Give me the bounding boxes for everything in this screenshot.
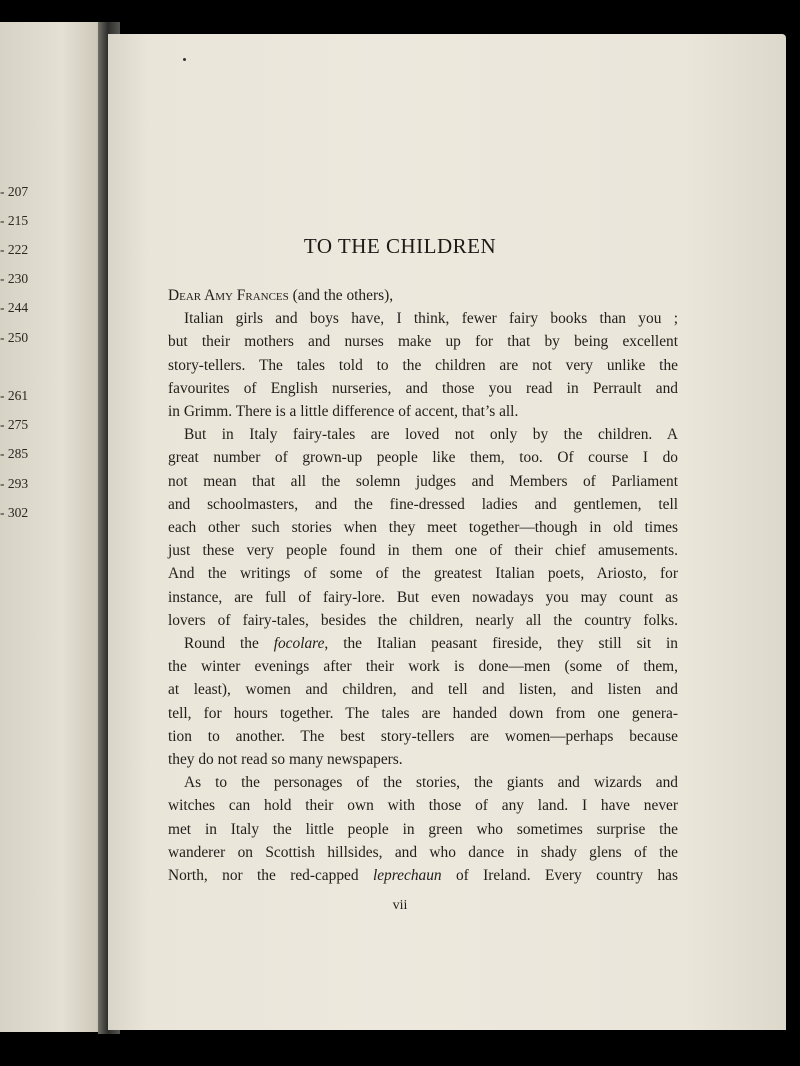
toc-page-number: - 207 [0,184,29,199]
text-line: but their mothers and nurses make up for that by being excellent [168,333,678,351]
salutation-name: Dear Amy Frances [168,287,289,304]
salutation-rest: (and the others), [288,287,394,304]
text-line: met in Italy the little people in green who sometimes surprise the [168,820,678,838]
toc-page-number: - 293 [0,476,29,491]
text-line: they do not read so many newspapers. [168,751,403,769]
text-line: at least), women and children, and tell and listen, and listen and [168,681,678,699]
text-line: great number of grown-up people like them, too. Of course I do [168,449,678,467]
toc-page-number: - 285 [0,446,29,461]
page-number: vii [392,898,408,913]
text-line: instance, are full of fairy-lore. But even nowadays you may count as [168,588,678,606]
italic-word: focolare [273,635,325,653]
toc-page-number: - 222 [0,242,29,257]
body-text [168,284,678,887]
salutation-line [168,284,678,307]
text-line: Italian girls and boys have, I think, fewer fairy books than you ; [184,310,678,328]
italic-word: leprechaun [372,867,442,885]
text-line: the winter evenings after their work is done—men (some of them, [168,658,678,676]
text-line: just these very people found in them one of their chief amusements. [168,542,678,560]
toc-page-number: - 230 [0,271,29,286]
text-line: witches can hold their own with those of any land. I have never [168,797,678,815]
text-line: But in Italy fairy-tales are loved not only by the children. A [184,426,678,444]
text-line: each other such stories when they meet together—though in old times [168,519,678,537]
text-fragment: Round the [184,635,274,653]
text-line: in Grimm. There is a little difference of accent, that’s all. [168,403,519,421]
text-line: tion to another. The best story-tellers are women—perhaps because [168,727,678,745]
text-line: tell, for hours together. The tales are handed down from one genera- [168,704,678,722]
toc-page-number: - 302 [0,505,29,520]
paper-speck [183,58,186,61]
toc-page-number: - 275 [0,417,29,432]
text-line: favourites of English nurseries, and those you read in Perrault and [168,379,678,397]
text-line: and schoolmasters, and the fine-dressed ladies and gentlemen, tell [168,495,678,513]
text-line: story-tellers. The tales told to the children are not very unlike the [168,356,678,374]
toc-page-number: - 261 [0,388,29,403]
text-line: wanderer on Scottish hillsides, and who dance in shady glens of the [168,843,678,861]
text-line: not mean that all the solemn judges and Members of Parliament [168,472,678,490]
text-line [168,864,678,887]
page-title: TO THE CHILDREN [303,234,497,258]
toc-page-number: - 250 [0,330,29,345]
text-fragment: North, nor the red-capped [168,867,373,885]
text-line [168,632,678,655]
toc-page-number: - 215 [0,213,29,228]
text-line: As to the personages of the stories, the giants and wizards and [184,774,678,792]
text-line: lovers of fairy-tales, besides the children, nearly all the country folks. [168,611,678,629]
text-line: And the writings of some of the greatest Italian poets, Ariosto, for [168,565,678,583]
text-fragment: of Ireland. Every country has [441,867,679,885]
toc-page-number: - 244 [0,300,29,315]
text-fragment: , the Italian peasant fireside, they still sit in [324,635,679,653]
left-page [0,22,112,1032]
